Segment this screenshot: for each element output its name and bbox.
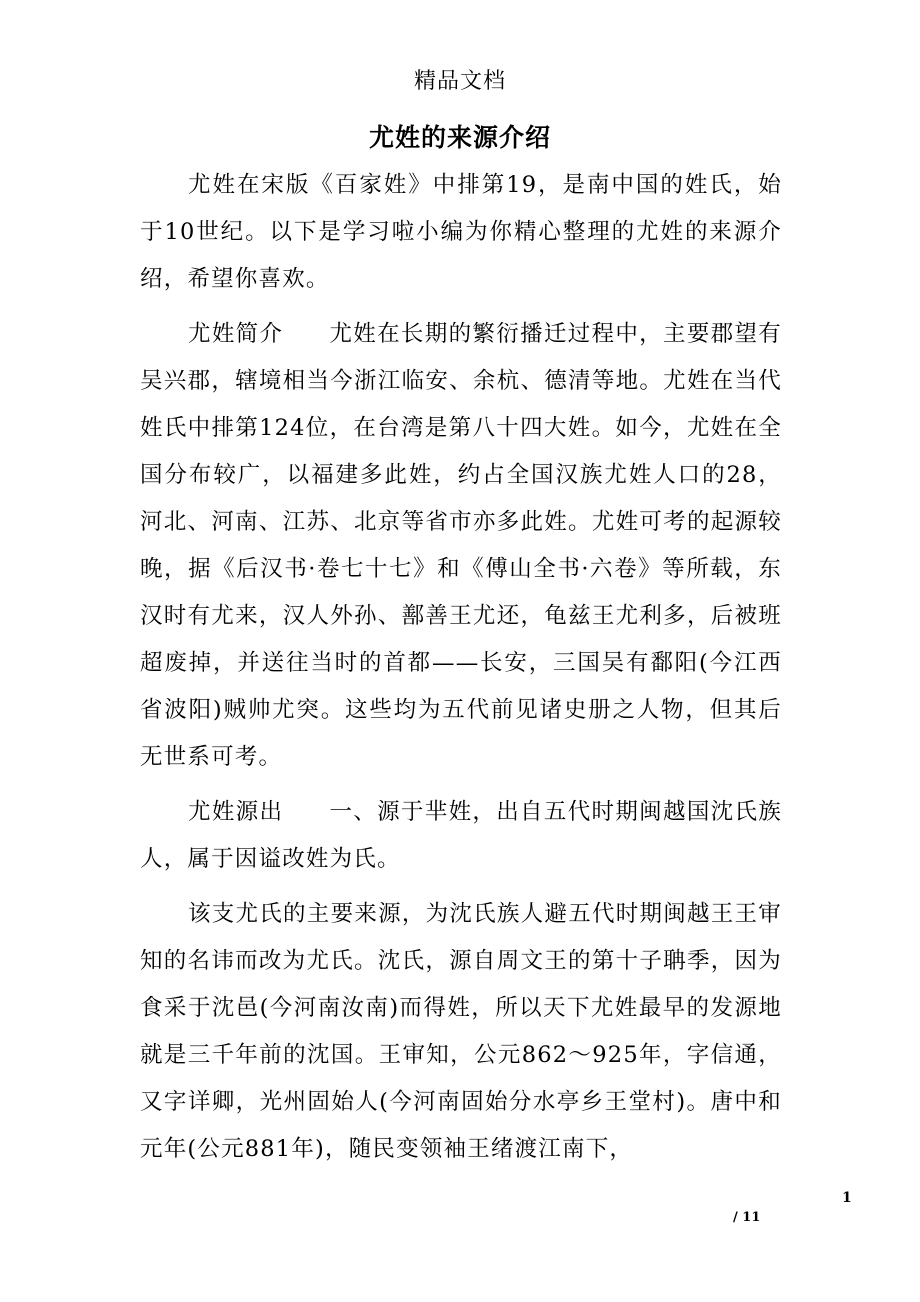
paragraph-origin (140, 789, 782, 883)
document-body (140, 162, 782, 1181)
paragraph-text: 该支尤氏的主要来源，为沈氏族人避五代时期闽越王王审知的名讳而改为尤氏。沈氏，源自周文王的第十子聃季，因为食采于沈邑(今河南汝南)而得姓，所以天下尤姓最早的发源地就是三千年前的沈国。王审知，公元862～925年，字信通，又字详卿，光州固始人(今河南固始分水亭乡王堂村)。唐中和元年(公元881年)，随民变领袖王绪渡江南下， (140, 901, 782, 1162)
paragraph-overview (140, 311, 782, 781)
page-number: 1 (842, 1190, 852, 1206)
page-header: 精品文档 (413, 69, 506, 94)
paragraph-text: 一、源于芈姓，出自五代时期闽越国沈氏族人，属于因谥改姓为氏。 (140, 799, 782, 872)
paragraph-intro (140, 162, 782, 303)
section-heading-overview: 尤姓简介 (188, 321, 284, 347)
document-title: 尤姓的来源介绍 (368, 123, 551, 152)
section-heading-origin: 尤姓源出 (188, 799, 284, 825)
page-total: / 11 (733, 1210, 761, 1225)
paragraph-origin-detail (140, 891, 782, 1173)
paragraph-text: 尤姓在长期的繁衍播迁过程中，主要郡望有吴兴郡，辖境相当今浙江临安、余杭、德清等地。尤姓在当代姓氏中排第124位，在台湾是第八十四大姓。如今，尤姓在全国分布较广，以福建多此姓，约占全国汉族尤姓人口的28，河北、河南、江苏、北京等省市亦多此姓。尤姓可考的起源较晚，据《后汉书·卷七十七》和《傅山全书·六卷》等所载，东汉时有尤来，汉人外孙、鄯善王尤还，龟兹王尤利多，后被班超废掉，并送往当时的首都——长安，三国吴有鄱阳(今江西省波阳)贼帅尤突。这些均为五代前见诸史册之人物，但其后无世系可考。 (140, 321, 782, 770)
paragraph-text: 尤姓在宋版《百家姓》中排第19，是南中国的姓氏，始于10世纪。以下是学习啦小编为你精心整理的尤姓的来源介绍，希望你喜欢。 (140, 172, 782, 292)
